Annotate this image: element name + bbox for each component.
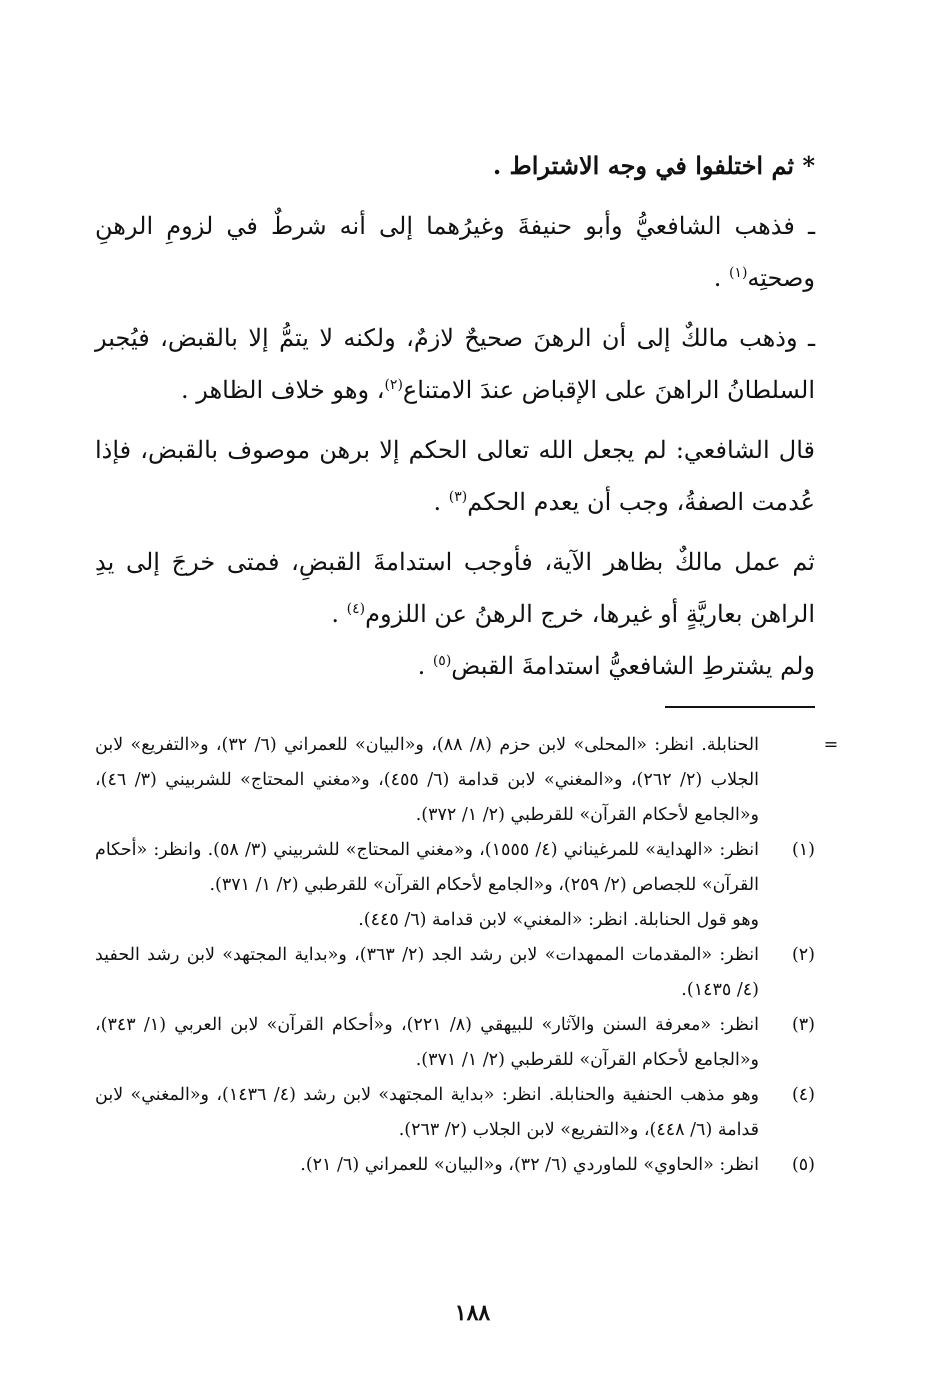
page-body bbox=[95, 140, 839, 1183]
section-heading: * ثم اختلفوا في وجه الاشتراط . bbox=[492, 151, 815, 180]
footnote-continuation bbox=[95, 728, 839, 833]
paragraph-2 bbox=[95, 312, 815, 416]
paragraph-4-end: . bbox=[331, 600, 347, 628]
footnote-number: (٥) bbox=[791, 1155, 815, 1175]
paragraph-4 bbox=[95, 536, 815, 640]
footnote-ref-5[interactable]: (٥) bbox=[432, 653, 452, 669]
paragraph-1-text: ـ فذهب الشافعيُّ وأبو حنيفةَ وغيرُهما إلى أنه شرطٌ في لزومِ الرهنِ وصحتِه bbox=[95, 212, 815, 292]
footnote-text: انظر: «معرفة السنن والآثار» للبيهقي (٨/ ٢٢١)، و«أحكام القرآن» لابن العربي (١/ ٣٤٣)، و«الجامع لأحكام القرآن» للقرطبي (٢/ ١/ ٣٧١). bbox=[95, 1015, 759, 1070]
footnote-body bbox=[95, 1148, 759, 1183]
footnote-separator bbox=[665, 706, 815, 708]
footnote-number: (٣) bbox=[791, 1015, 815, 1035]
paragraph-3 bbox=[95, 424, 815, 528]
footnote-text: وهو مذهب الحنفية والحنابلة. انظر: «بداية المجتهد» لابن رشد (٤/ ١٤٣٦)، و«المغني» لابن قدامة (٦/ ٤٤٨)، و«التفريع» لابن الجلاب (٢/ ٢٦٣). bbox=[95, 1085, 759, 1140]
footnotes bbox=[95, 728, 839, 1183]
footnote-ref-3[interactable]: (٣) bbox=[448, 489, 468, 505]
footnote-4 bbox=[95, 1078, 815, 1148]
paragraph-2-end: ، وهو خلاف الظاهر . bbox=[181, 376, 385, 404]
paragraph-2-text: ـ وذهب مالكٌ إلى أن الرهنَ صحيحٌ لازمٌ، ولكنه لا يتمُّ إلا بالقبض، فيُجبر السلطانُ الراهنَ على الإقباض عندَ الامتناع bbox=[95, 324, 815, 404]
footnote-body bbox=[95, 1078, 759, 1148]
main-text bbox=[95, 140, 815, 692]
footnote-body bbox=[95, 938, 759, 1008]
paragraph-3-end: . bbox=[433, 488, 449, 516]
footnote-text: انظر: «المقدمات الممهدات» لابن رشد الجد (٢/ ٣٦٣)، و«بداية المجتهد» لابن رشد الحفيد (٤/ ١٤٣٥). bbox=[95, 945, 759, 1000]
paragraph-5-text: ولم يشترطِ الشافعيُّ استدامةَ القبض bbox=[451, 652, 815, 680]
footnote-ref-2[interactable]: (٢) bbox=[384, 377, 403, 393]
footnote-body bbox=[95, 833, 759, 938]
footnote-text: انظر: «الهداية» للمرغيناني (٤/ ١٥٥٥)، و«مغني المحتاج» للشربيني (٣/ ٥٨). وانظر: «أحكام القرآن» للجصاص (٢/ ٢٥٩)، و«الجامع لأحكام القرآن» للقرطبي (٢/ ١/ ٣٧١). bbox=[95, 840, 759, 895]
paragraph-3-text: قال الشافعي: لم يجعل الله تعالى الحكم إلا برهن موصوف بالقبض، فإذا عُدمت الصفةُ، وجب أن يعدم الحكم bbox=[95, 436, 815, 516]
footnote-3 bbox=[95, 1008, 815, 1078]
paragraph-4-text: ثم عمل مالكٌ بظاهر الآية، فأوجب استدامةَ القبضِ، فمتى خرجَ إلى يدِ الراهن بعاريَّةٍ أو غيرها، خرج الرهنُ عن اللزوم bbox=[95, 548, 815, 628]
page-number: ١٨٨ bbox=[454, 1300, 491, 1326]
footnote-number: (١) bbox=[791, 840, 815, 860]
continuation-mark: = bbox=[823, 735, 839, 755]
footnote-1 bbox=[95, 833, 815, 938]
footnote-ref-4[interactable]: (٤) bbox=[346, 601, 366, 617]
footnote-number: (٢) bbox=[791, 945, 815, 965]
footnote-extra: وهو قول الحنابلة. انظر: «المغني» لابن قدامة (٦/ ٤٤٥). bbox=[358, 910, 759, 930]
footnote-5 bbox=[95, 1148, 815, 1183]
footnote-ref-1[interactable]: (١) bbox=[728, 265, 748, 281]
paragraph-1 bbox=[95, 200, 815, 304]
paragraph-1-end: . bbox=[713, 264, 729, 292]
footnote-2 bbox=[95, 938, 815, 1008]
footnote-continuation-text: الحنابلة. انظر: «المحلى» لابن حزم (٨/ ٨٨)، و«البيان» للعمراني (٦/ ٣٢)، و«التفريع» لابن الجلاب (٢/ ٢٦٢)، و«المغني» لابن قدامة (٦/ ٤٥٥)، و«مغني المحتاج» للشربيني (٣/ ٤٦)، و«الجامع لأحكام القرآن» للقرطبي (٢/ ١/ ٣٧٢). bbox=[95, 735, 760, 825]
footnote-body bbox=[95, 1008, 759, 1078]
paragraph-5 bbox=[95, 640, 815, 692]
footnote-number: (٤) bbox=[791, 1085, 815, 1105]
footnote-text: انظر: «الحاوي» للماوردي (٦/ ٣٢)، و«البيان» للعمراني (٦/ ٢١). bbox=[300, 1155, 759, 1175]
paragraph-5-end: . bbox=[417, 652, 433, 680]
